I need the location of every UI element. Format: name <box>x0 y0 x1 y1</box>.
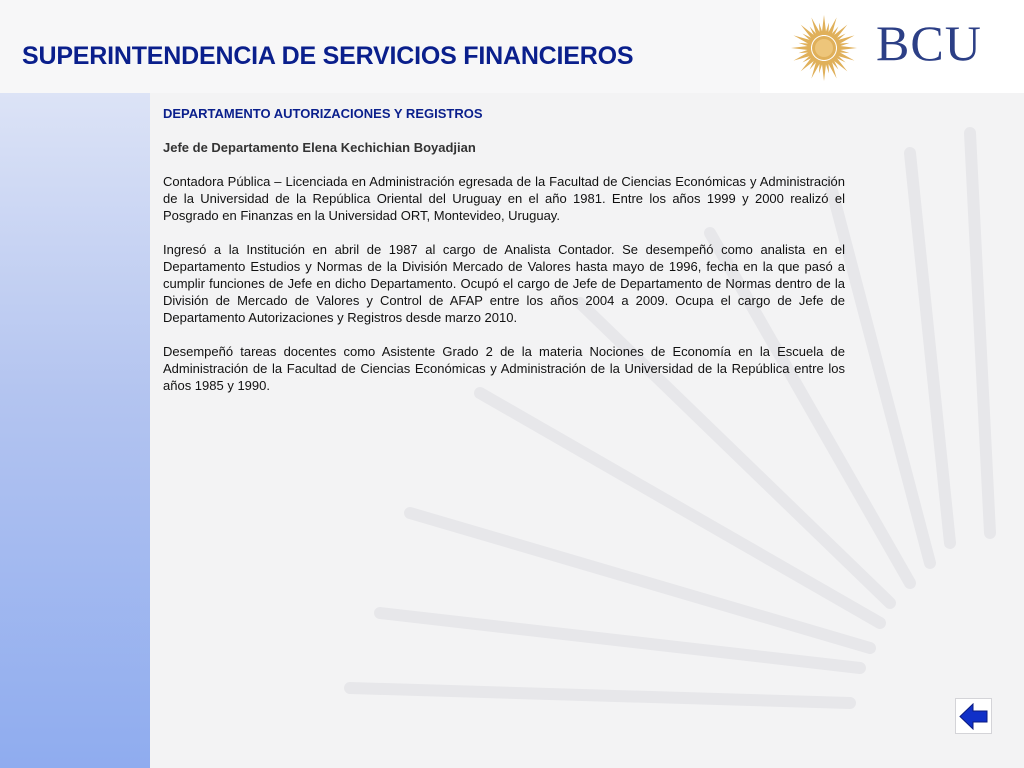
back-arrow-icon <box>959 703 989 730</box>
sidebar-gradient-panel <box>0 93 150 768</box>
page-title: SUPERINTENDENCIA DE SERVICIOS FINANCIEROS <box>22 42 634 70</box>
bio-paragraph-education: Contadora Pública – Licenciada en Administración egresada de la Facultad de Ciencias Económicas y Administración de la Universidad de la República Oriental del Uruguay en el año 1981. Entre los años 1999 y 2000 realizó el Posgrado en Finanzas en la Universidad ORT, Montevideo, Uruguay. <box>163 174 845 223</box>
logo-wordmark: BCU <box>876 15 982 71</box>
bcu-logo <box>760 0 1024 93</box>
content-area <box>163 105 845 411</box>
department-heading: DEPARTAMENTO AUTORIZACIONES Y REGISTROS <box>163 106 483 121</box>
bio-paragraph-career: Ingresó a la Institución en abril de 1987 al cargo de Analista Contador. Se desempeñó como analista en el Departamento Estudios y Normas de la División Mercado de Valores hasta mayo de 1996, fecha en la que pasó a cumplir funciones de Jefe en dicho Departamento. Ocupó el cargo de Jefe de Departamento de Normas dentro de la División de Mercado de Valores y Control de AFAP entre los años 2004 a 2009. Ocupa el cargo de Jefe de Departamento Autorizaciones y Registros desde marzo 2010. <box>163 242 845 325</box>
bio-paragraph-teaching: Desempeñó tareas docentes como Asistente Grado 2 de la materia Nociones de Economía en la Escuela de Administración de la Facultad de Ciencias Económicas y Administración de la Universidad de la República entre los años 1985 y 1990. <box>163 344 845 393</box>
header <box>0 0 1024 93</box>
sun-emblem-icon <box>790 14 858 82</box>
back-button[interactable] <box>955 698 992 734</box>
department-chief: Jefe de Departamento Elena Kechichian Boyadjian <box>163 140 476 155</box>
